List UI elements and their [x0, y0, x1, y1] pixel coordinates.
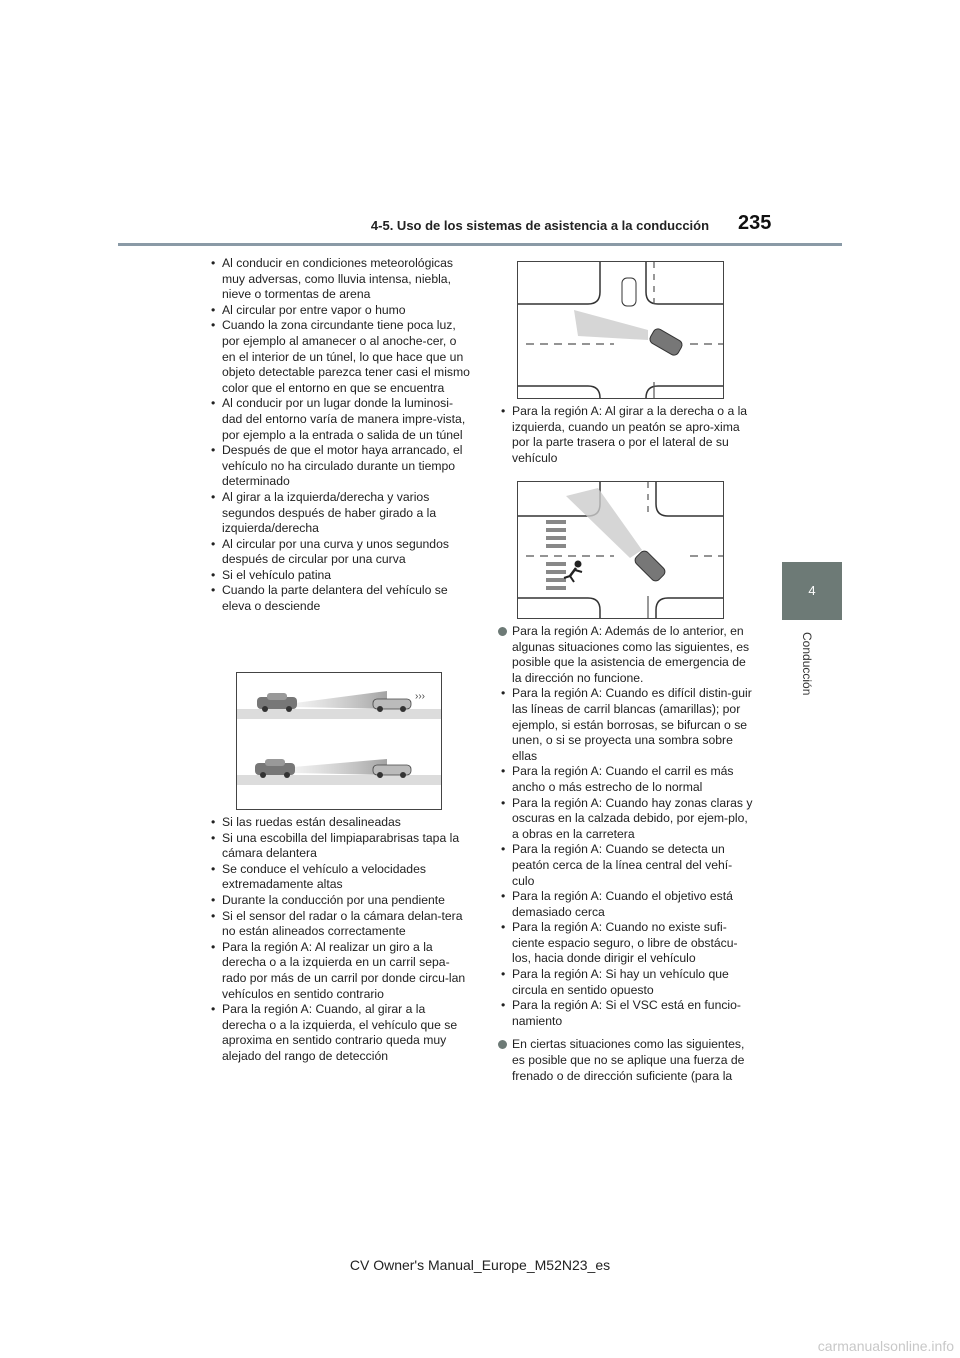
chapter-tab: 4 [782, 562, 842, 620]
list-item: • Para la región A: Cuando el objetivo está demasiado cerca [498, 889, 754, 920]
right-column-main [498, 624, 754, 1084]
list-item: • Para la región A: Cuando se detecta un peatón cerca de la línea central del vehí-culo [498, 842, 754, 889]
list-item: • Para la región A: Cuando es difícil distin-guir las líneas de carril blancas (amarillas); por ejemplo, si están borrosas, se bifurcan o se unen, o si se proyecta una sombra sobre ellas [498, 686, 754, 764]
intersection-turn-drawing [518, 262, 723, 398]
page-number: 235 [738, 212, 772, 234]
list-item: • Para la región A: Cuando, al girar a la derecha o a la izquierda, el vehículo que se aproxima en sentido contrario queda muy alejado del rango de detección [208, 1002, 470, 1064]
list-item: • Si el sensor del radar o la cámara delan-tera no están alineados correctamente [208, 909, 470, 940]
list-item: • Al conducir en condiciones meteorológicas muy adversas, como lluvia intensa, niebla, nieve o tormentas de arena [208, 256, 470, 303]
list-item: • Cuando la zona circundante tiene poca luz, por ejemplo al amanecer o al anoche-cer, o en el interior de un túnel, lo que hace que un objeto detectable parezca tener casi el mismo color que el entorno en que se encuentra [208, 318, 470, 396]
car-icon [622, 278, 636, 306]
list-item: • Para la región A: Al realizar un giro a la derecha o a la izquierda en un carril sepa-rado por más de un carril por donde circu-lan vehículos en sentido contrario [208, 940, 470, 1002]
list-item: • Al girar a la izquierda/derecha y varios segundos después de haber girado a la izquierda/derecha [208, 490, 470, 537]
illustration-pedestrian-crossing [517, 481, 724, 619]
list-item: • Para la región A: Si hay un vehículo que circula en sentido opuesto [498, 967, 754, 998]
car-icon [648, 327, 684, 357]
list-item: • Para la región A: Cuando el carril es más ancho o más estrecho de lo normal [498, 764, 754, 795]
note-paragraph: En ciertas situaciones como las siguientes, es posible que no se aplique una fuerza de frenado o de dirección suficiente (para la [498, 1037, 754, 1084]
illustration-intersection-turn [517, 261, 724, 399]
crosswalk-stripes [546, 520, 566, 590]
list-item: • Al conducir por un lugar donde la luminosi-dad del entorno varía de manera impre-vista, por ejemplo a la entrada o salida de un túnel [208, 396, 470, 443]
list-item: • Durante la conducción por una pendiente [208, 893, 470, 909]
list-item: • Se conduce el vehículo a velocidades extremadamente altas [208, 862, 470, 893]
watermark: carmanualsonline.info [817, 1338, 954, 1354]
chapter-label: Conducción [800, 632, 814, 696]
left-bullet-list-2 [208, 815, 470, 1065]
list-item: • Para la región A: Al girar a la derecha o a la izquierda, cuando un peatón se apro-xima por la parte trasera o por el lateral de su vehículo [498, 404, 754, 466]
list-item: • Al circular por una curva y unos segundos después de circular por una curva [208, 537, 470, 568]
svg-text:›››: ››› [415, 691, 425, 702]
left-column [208, 256, 470, 615]
pedestrian-icon [564, 561, 582, 583]
list-item: • Cuando la parte delantera del vehículo se eleva o desciende [208, 583, 470, 614]
list-item: • Para la región A: Si el VSC está en funcio-namiento [498, 998, 754, 1029]
list-item: • Si el vehículo patina [208, 568, 470, 584]
right-column-top [498, 404, 754, 466]
header-rule [118, 243, 842, 246]
left-bullet-list-1 [208, 256, 470, 615]
car-following-drawing [237, 673, 441, 809]
car-icon [633, 549, 667, 583]
illustration-car-following [236, 672, 442, 810]
list-item: • Después de que el motor haya arrancado, el vehículo no ha circulado durante un tiempo determinado [208, 443, 470, 490]
left-column-lower [208, 815, 470, 1065]
note-paragraph: Para la región A: Además de lo anterior, en algunas situaciones como las siguientes, es posible que la asistencia de emergencia de la dirección no funcione. [498, 624, 754, 686]
footer-manual-id: CV Owner's Manual_Europe_M52N23_es [349, 1257, 611, 1273]
right-bullet-list-1 [498, 404, 754, 466]
section-title: 4-5. Uso de los sistemas de asistencia a la conducción [370, 218, 710, 233]
list-item: • Si las ruedas están desalineadas [208, 815, 470, 831]
list-item: • Para la región A: Cuando hay zonas claras y oscuras en la calzada debido, por ejem-plo, a obras en la carretera [498, 796, 754, 843]
right-bullet-list-2 [498, 686, 754, 1029]
pedestrian-crossing-drawing [518, 482, 723, 618]
list-item: • Al circular por entre vapor o humo [208, 303, 470, 319]
list-item: • Para la región A: Cuando no existe sufi-ciente espacio seguro, o libre de obstácu-los, hacia donde dirigir el vehículo [498, 920, 754, 967]
list-item: • Si una escobilla del limpiaparabrisas tapa la cámara delantera [208, 831, 470, 862]
